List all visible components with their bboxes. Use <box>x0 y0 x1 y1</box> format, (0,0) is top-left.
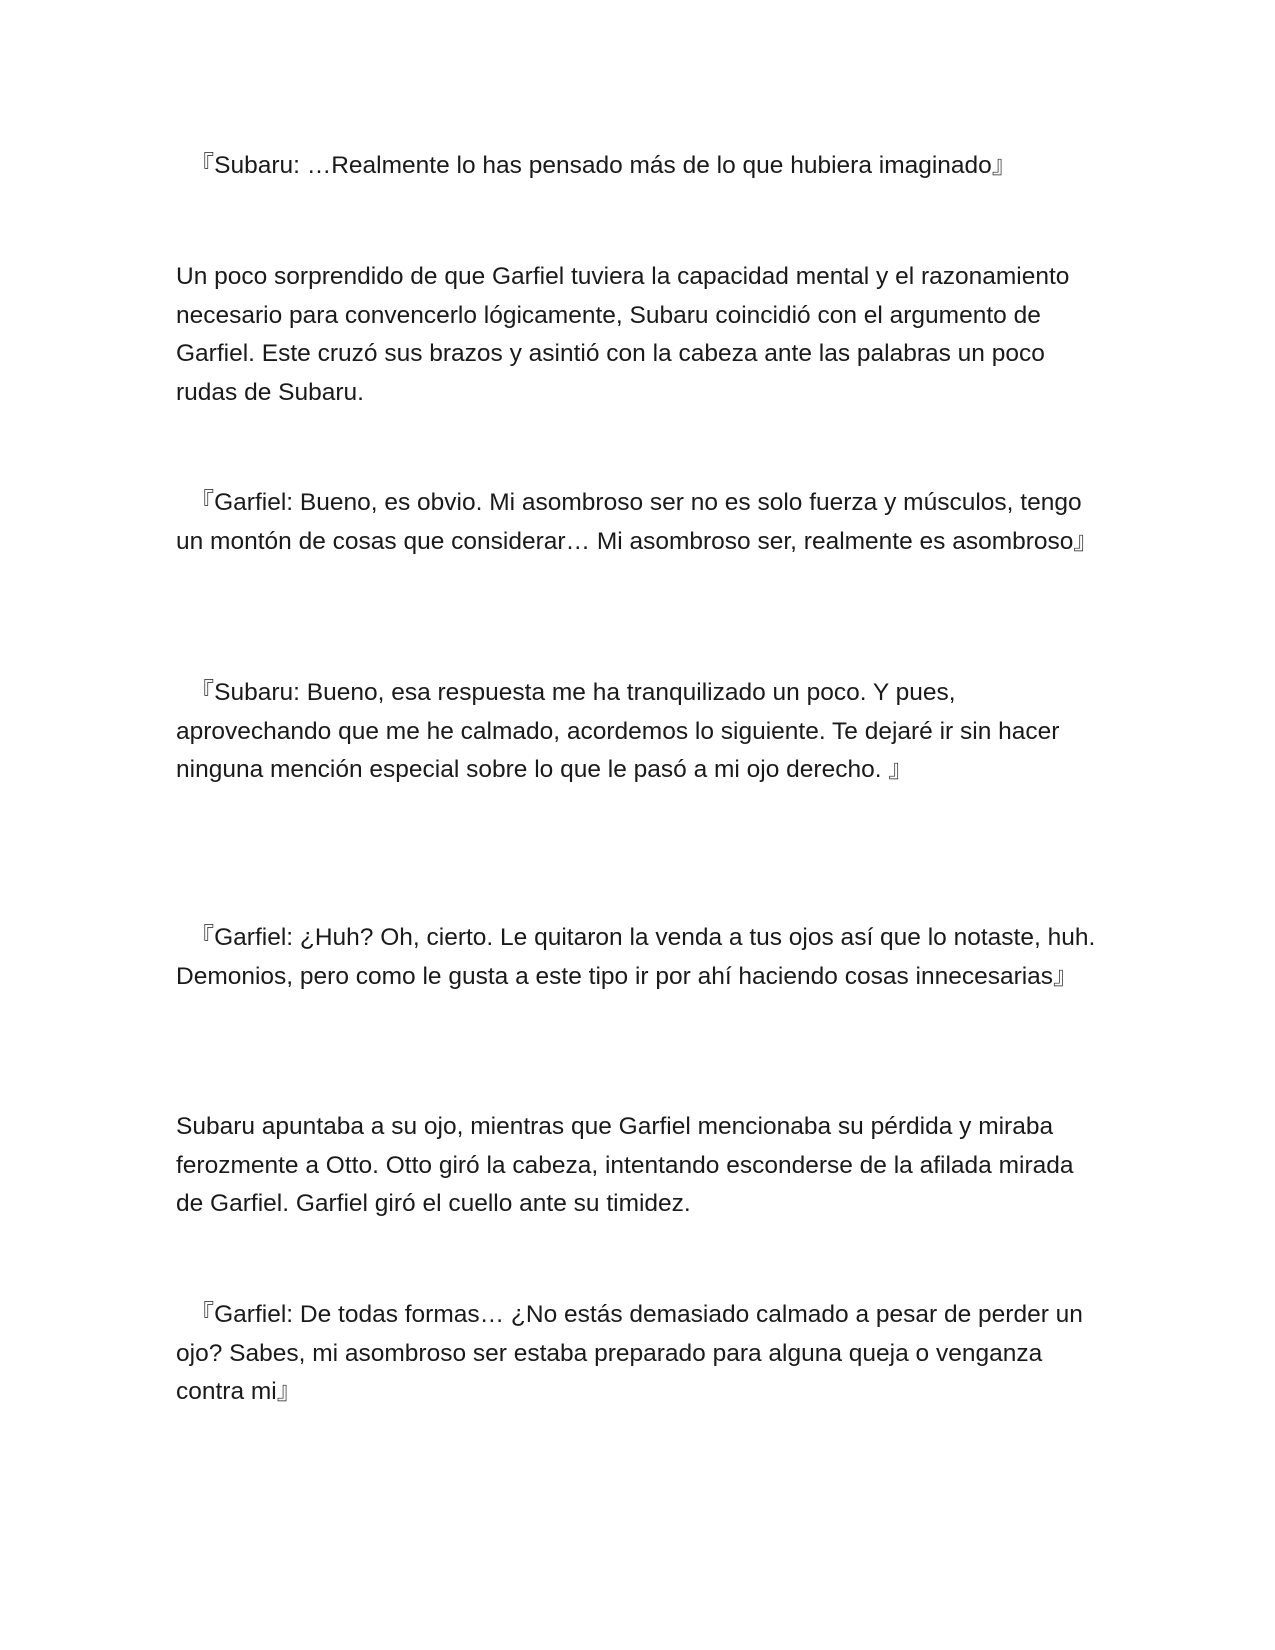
narration-paragraph-2: Subaru apuntaba a su ojo, mientras que Garfiel mencionaba su pérdida y miraba ferozmente a Otto. Otto giró la cabeza, intentando esconderse de la afilada mirada de Garfiel. Garfiel giró el cuello ante su timidez. <box>176 1113 1074 1217</box>
dialogue-garfiel-2: 『Garfiel: ¿Huh? Oh, cierto. Le quitaron la venda a tus ojos así que lo notaste, huh. Demonios, pero como le gusta a este tipo ir por ahí haciendo cosas innecesarias』 <box>176 924 1096 990</box>
narration-paragraph-1: Un poco sorprendido de que Garfiel tuviera la capacidad mental y el razonamiento necesario para convencerlo lógicamente, Subaru coincidió con el argumento de Garfiel. Este cruzó sus brazos y asintió con la cabeza ante las palabras un poco rudas de Subaru. <box>176 263 1070 406</box>
dialogue-subaru-1: 『Subaru: …Realmente lo has pensado más de lo que hubiera imaginado』 <box>176 152 1017 179</box>
dialogue-garfiel-1: 『Garfiel: Bueno, es obvio. Mi asombroso ser no es solo fuerza y músculos, tengo un montón de cosas que considerar… Mi asombroso ser, realmente es asombroso』 <box>176 489 1098 555</box>
dialogue-garfiel-3: 『Garfiel: De todas formas… ¿No estás demasiado calmado a pesar de perder un ojo? Sabes, mi asombroso ser estaba preparado para alguna queja o venganza contra mi』 <box>176 1301 1083 1405</box>
dialogue-subaru-2: 『Subaru: Bueno, esa respuesta me ha tranquilizado un poco. Y pues, aprovechando que me he calmado, acordemos lo siguiente. Te dejaré ir sin hacer ninguna mención especial sobre lo que le pasó a mi ojo derecho. 』 <box>176 679 1060 783</box>
